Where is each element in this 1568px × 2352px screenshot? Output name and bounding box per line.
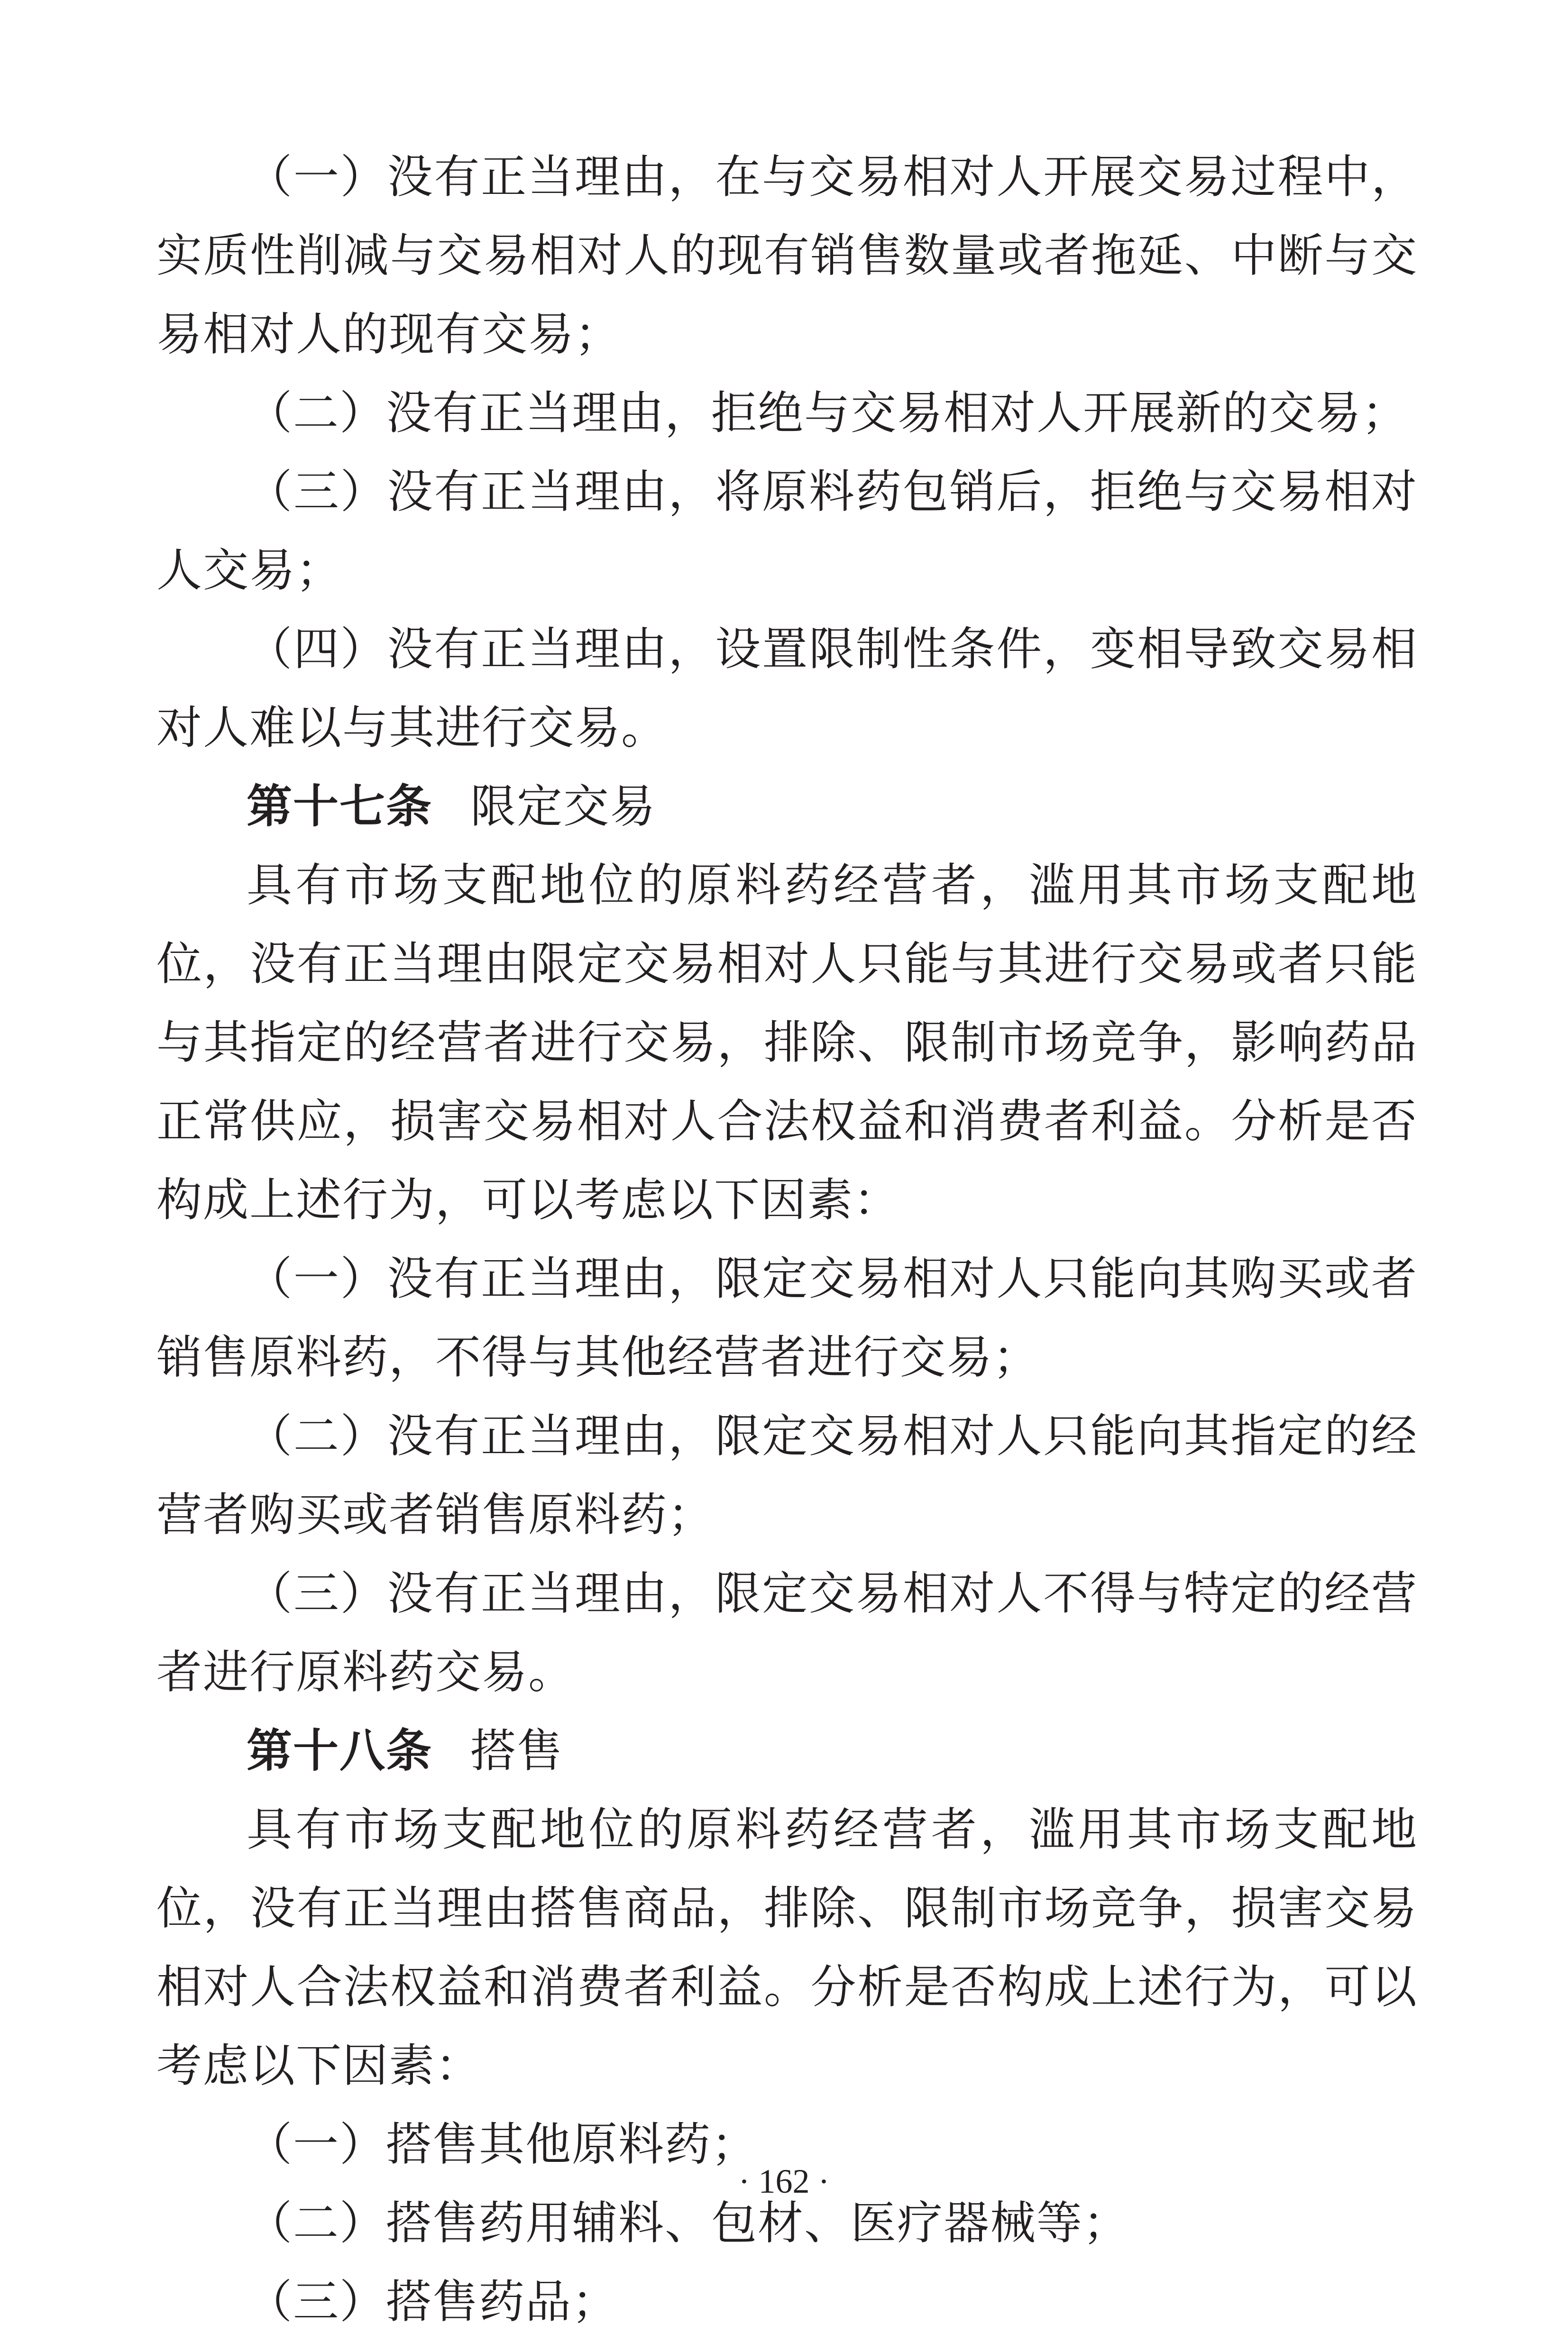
paragraph-12: （三）搭售药品； xyxy=(247,2275,618,2328)
paragraph-9: 具有市场支配地位的原料药经营者，滥用其市场支配地位，没有正当理由搭售商品，排除、限制市场竞争，损害交易相对人合法权益和消费者利益。分析是否构成上述行为，可以考虑以下因素： xyxy=(156,1803,1418,2092)
article-17-heading xyxy=(156,767,1418,846)
paragraph-11: （二）搭售药用辅料、包材、医疗器械等； xyxy=(247,2196,1129,2250)
article-18-heading xyxy=(156,1711,1418,1790)
article-18-title: 搭售 xyxy=(470,1724,563,1777)
article-18-number: 第十八条 xyxy=(247,1724,432,1777)
paragraph-10: （一）搭售其他原料药； xyxy=(247,2118,758,2171)
paragraph-1: （一）没有正当理由，在与交易相对人开展交易过程中，实质性削减与交易相对人的现有销售数量或者拖延、中断与交易相对人的现有交易； xyxy=(156,150,1418,361)
page-number: · 162 · xyxy=(738,2162,830,2200)
article-17-number: 第十七条 xyxy=(247,780,432,833)
paragraph-4: （四）没有正当理由，设置限制性条件，变相导致交易相对人难以与其进行交易。 xyxy=(156,622,1418,754)
paragraph-6: （一）没有正当理由，限定交易相对人只能向其购买或者销售原料药，不得与其他经营者进行交易； xyxy=(156,1252,1418,1384)
paragraph-5: 具有市场支配地位的原料药经营者，滥用其市场支配地位，没有正当理由限定交易相对人只能与其进行交易或者只能与其指定的经营者进行交易，排除、限制市场竞争，影响药品正常供应，损害交易相对人合法权益和消费者利益。分析是否构成上述行为，可以考虑以下因素： xyxy=(156,859,1418,1226)
paragraph-7: （二）没有正当理由，限定交易相对人只能向其指定的经营者购买或者销售原料药； xyxy=(156,1409,1418,1541)
paragraph-8: （三）没有正当理由，限定交易相对人不得与特定的经营者进行原料药交易。 xyxy=(156,1567,1418,1699)
paragraph-3: （三）没有正当理由，将原料药包销后，拒绝与交易相对人交易； xyxy=(156,465,1418,597)
article-17-title: 限定交易 xyxy=(470,780,656,833)
document-page xyxy=(156,137,1418,2341)
paragraph-2: （二）没有正当理由，拒绝与交易相对人开展新的交易； xyxy=(247,386,1408,439)
